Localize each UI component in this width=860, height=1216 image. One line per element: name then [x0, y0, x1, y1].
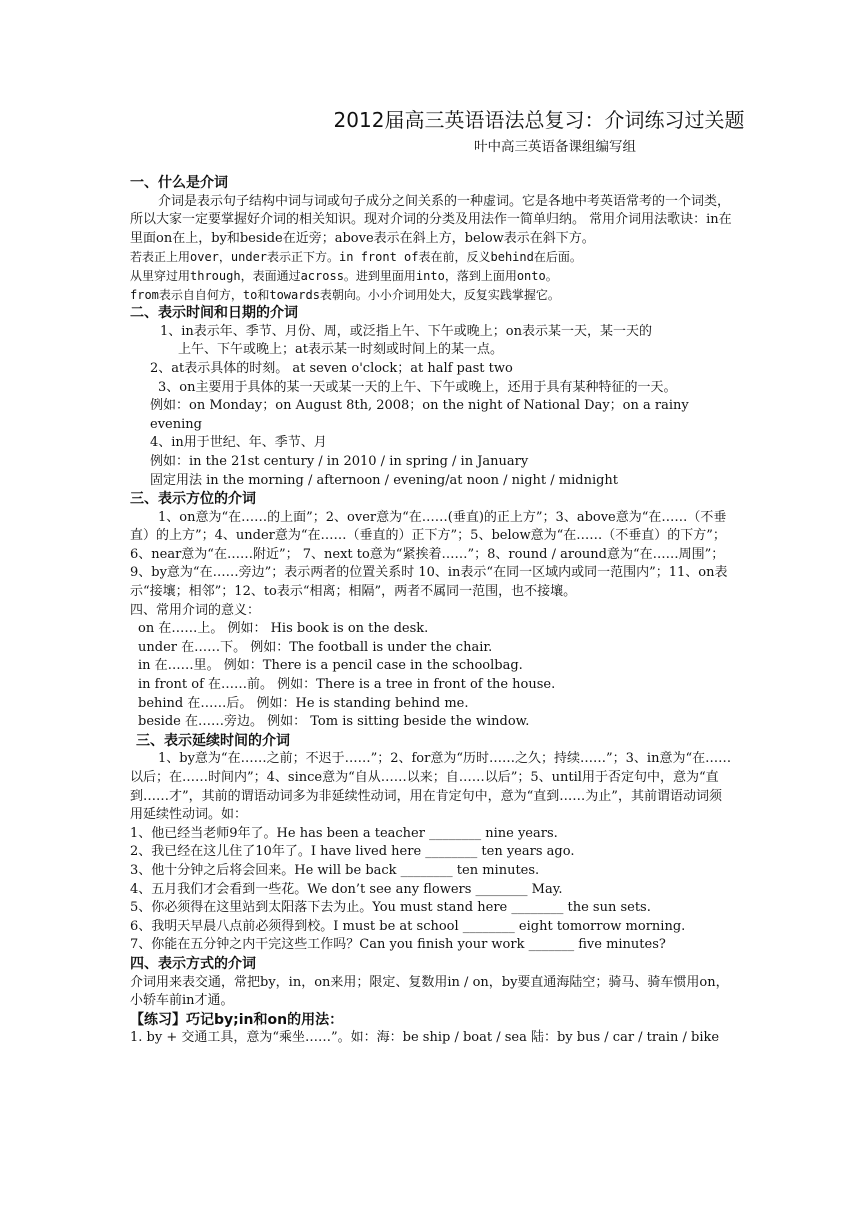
- section-heading-manner: 四、表示方式的介词: [130, 955, 256, 972]
- exercise-item: 1、他已经当老师9年了。He has been a teacher ________ nine years.: [130, 825, 558, 841]
- time-example-4: 例如：in the 21st century / in 2010 / in spring / in January: [150, 453, 529, 469]
- section-heading-duration: 三、表示延续时间的介词: [136, 732, 290, 749]
- exercise-item: 2、我已经在这儿住了10年了。I have lived here ________ ten years ago.: [130, 844, 575, 860]
- meaning-item: in 在……里。 例如：There is a pencil case in the schoolbag.: [138, 658, 523, 674]
- time-item-4: 4、in用于世纪、年、季节、月: [150, 435, 327, 451]
- exercise-item: 3、他十分钟之后将会回来。He will be back ________ ten minutes.: [130, 862, 540, 878]
- meaning-item: on 在……上。 例如： His book is on the desk.: [138, 621, 429, 637]
- document-body: [130, 174, 732, 1048]
- meaning-item: in front of 在……前。 例如：There is a tree in front of the house.: [138, 677, 556, 693]
- time-fixed-usage: 固定用法 in the morning / afternoon / evening/at noon / night / midnight: [150, 472, 619, 488]
- paragraph-intro: [130, 193, 732, 249]
- time-item-2: 2、at表示具体的时刻。 at seven o'clock；at half past two: [150, 360, 513, 376]
- location-paragraph: 1、on意为“在……的上面”；2、over意为“在……(垂直)的正上方”；3、above意为“在……（不垂直）的上方”；4、under意为“在……（垂直的）正下方”；5、below意为“在……（不垂直）的下方”；6、near意为“在……附近”； 7、next to意为“紧挨着……”；8、round / around意为“在……周围”；9、by意为“在……旁边”；表示两者的位置关系时 10、in表示“在同一区域内或同一范围内”；11、on表示“接壤；相邻”；12、to表示“相离；相隔”，两者不属同一范围，也不接壤。: [130, 509, 728, 600]
- rhyme-line-2: 若表正上用over，under表示正下方。in front of表在前，反义behind在后面。: [130, 250, 582, 265]
- exercise-item: 6、我明天早晨八点前必须得到校。I must be at school ________ eight tomorrow morning.: [130, 918, 686, 934]
- section-heading-what-is-preposition: 一、什么是介词: [130, 175, 228, 191]
- manner-paragraph: 介词用来表交通，常把by，in，on来用；限定、复数用in / on，by要直通海陆空；骑马、骑车惯用on，小轿车前in才通。: [130, 974, 729, 1009]
- document-title: 2012届高三英语语法总复习：介词练习过关题: [333, 108, 745, 132]
- duration-paragraph: 1、by意为“在……之前；不迟于……”；2、for意为“历时……之久；持续……”；3、in意为“在……以后；在……时间内”；4、since意为“自从……以来；自……以后”；5、until用于否定句中，意为“直到……才”，其前的谓语动词多为非延续性动词，用在肯定句中，意为“直到……为止”，其前谓语动词须用延续性动词。如：: [130, 751, 732, 823]
- meaning-item: beside 在……旁边。 例如： Tom is sitting beside the window.: [138, 714, 530, 730]
- rhyme-line-4: from表示自自何方，to和towards表朝向。小小介词用处大，反复实践掌握它。: [130, 287, 560, 302]
- meaning-item: under 在……下。 例如：The football is under the chair.: [138, 639, 493, 655]
- practice-line-1: 1. by + 交通工具，意为“乘坐……”。如：海：be ship / boat / sea 陆：by bus / car / train / bike: [130, 1030, 720, 1046]
- document-subtitle: 叶中高三英语备课组编写组: [474, 139, 636, 155]
- time-item-1a: 1、in表示年、季节、月份、周，或泛指上午、下午或晚上；on表示某一天，某一天的: [160, 323, 653, 339]
- section-heading-common-meanings: 四、常用介词的意义：: [130, 602, 261, 618]
- section-heading-time-date: 二、表示时间和日期的介词: [130, 305, 298, 322]
- time-example-3: 例如：on Monday；on August 8th, 2008；on the night of National Day；on a rainy evening: [150, 398, 689, 432]
- intro-text: 介词是表示句子结构中词与词或句子成分之间关系的一种虚词。它是各地中考英语常考的一个词类，所以大家一定要掌握好介词的相关知识。现对介词的分类及用法作一简单归纳。 常用介词用法歌诀：in在里面on在上，by和beside在近旁；above表示在斜上方，below表示在斜下方。: [130, 193, 732, 246]
- meaning-item: behind 在……后。 例如：He is standing behind me.: [138, 695, 469, 711]
- time-item-3: 3、on主要用于具体的某一天或某一天的上午、下午或晚上，还用于具有某种特征的一天。: [158, 379, 677, 395]
- rhyme-line-3: 从里穿过用through，表面通过across。进到里面用into，落到上面用onto。: [130, 268, 558, 283]
- exercise-item: 4、五月我们才会看到一些花。We don’t see any flowers ________ May.: [130, 881, 563, 897]
- exercise-item: 7、你能在五分钟之内干完这些工作吗？Can you finish your work _______ five minutes?: [130, 937, 666, 953]
- exercise-item: 5、你必须得在这里站到太阳落下去为止。You must stand here ________ the sun sets.: [130, 900, 651, 916]
- section-heading-location: 三、表示方位的介词: [130, 491, 256, 508]
- section-heading-practice: 【练习】巧记by;in和on的用法：: [130, 1011, 344, 1028]
- time-item-1b: 上午、下午或晚上；at表示某一时刻或时间上的某一点。: [178, 342, 503, 358]
